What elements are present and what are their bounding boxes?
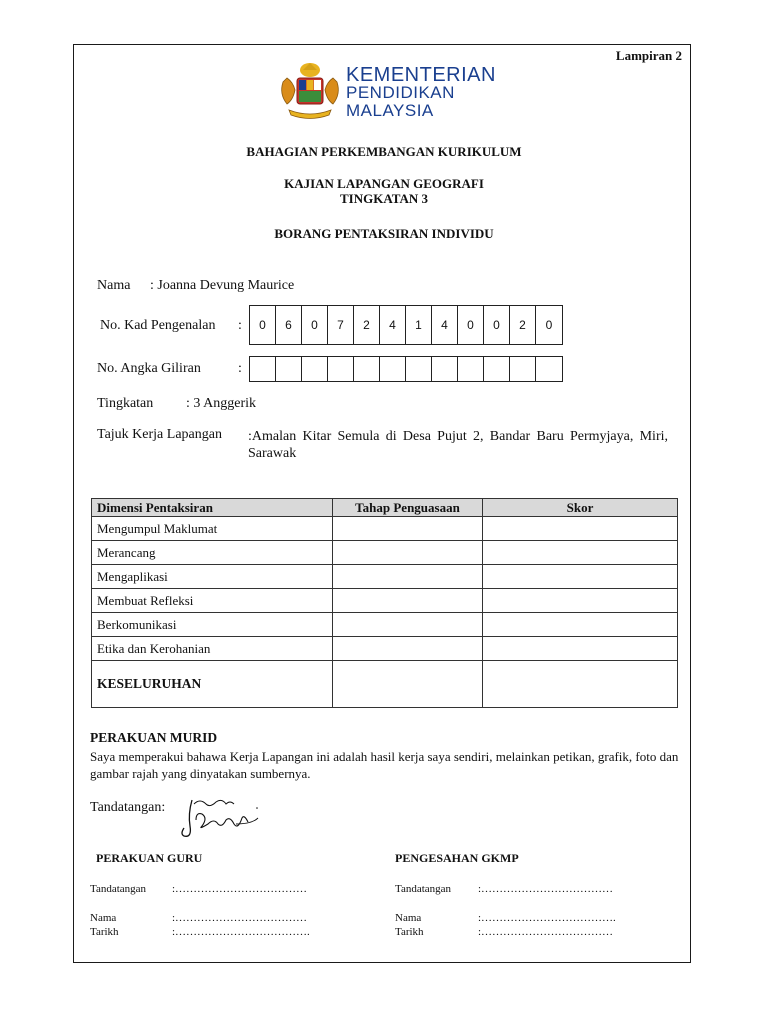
- ic-digit: 0: [302, 306, 328, 344]
- student-signature: [178, 794, 262, 847]
- coat-of-arms-logo: [275, 60, 345, 122]
- teacher-name-label: Nama: [90, 912, 117, 924]
- ic-digit: 0: [545, 318, 553, 332]
- ic-digit: 1: [406, 306, 432, 344]
- skor-cell[interactable]: [483, 637, 678, 661]
- exam-digit-box[interactable]: [484, 357, 510, 381]
- table-row: [92, 589, 678, 613]
- tahap-cell[interactable]: [333, 613, 483, 637]
- exam-number-boxes: [249, 356, 563, 382]
- dimension-label: Berkomunikasi: [92, 613, 333, 637]
- table-row: [92, 541, 678, 565]
- ic-digit: 7: [328, 306, 354, 344]
- gkmp-title: PENGESAHAN GKMP: [395, 851, 519, 865]
- angka-label: No. Angka Giliran: [97, 361, 201, 376]
- ic-digit: 6: [276, 306, 302, 344]
- form-level-title: TINGKATAN 3: [340, 191, 428, 206]
- exam-digit-box[interactable]: [510, 357, 536, 381]
- kad-colon: :: [238, 318, 242, 333]
- total-label: KESELURUHAN: [92, 661, 333, 708]
- division-title: BAHAGIAN PERKEMBANGAN KURIKULUM: [246, 144, 522, 159]
- angka-colon: :: [238, 361, 242, 376]
- exam-digit-box[interactable]: [354, 357, 380, 381]
- ministry-line-1: KEMENTERIAN: [346, 64, 496, 86]
- dimension-label: Mengumpul Maklumat: [92, 517, 333, 541]
- teacher-date-label: Tarikh: [90, 926, 119, 938]
- exam-digit-box[interactable]: [432, 357, 458, 381]
- dimension-label: Merancang: [92, 541, 333, 565]
- table-header-row: [92, 499, 678, 517]
- student-declaration-title: PERAKUAN MURID: [90, 730, 218, 745]
- gkmp-date-line[interactable]: :………………………………: [478, 926, 614, 938]
- study-title: KAJIAN LAPANGAN GEOGRAFI: [284, 176, 484, 191]
- lampiran-label: Lampiran 2: [615, 48, 682, 63]
- exam-digit-box[interactable]: [536, 357, 562, 381]
- gkmp-date-label: Tarikh: [395, 926, 424, 938]
- teacher-title: PERAKUAN GURU: [96, 851, 203, 865]
- total-skor-cell[interactable]: [483, 661, 678, 708]
- table-row: [92, 613, 678, 637]
- ic-number-boxes: [249, 305, 563, 345]
- kad-label: No. Kad Pengenalan: [100, 318, 216, 333]
- teacher-name-line[interactable]: :………………………………: [172, 912, 308, 924]
- tajuk-value: :Amalan Kitar Semula di Desa Pujut 2, Bandar Baru Permyjaya, Miri, Sarawak: [248, 429, 668, 461]
- teacher-date-line[interactable]: :……………………………….: [172, 926, 310, 938]
- ic-digit: 0: [484, 306, 510, 344]
- ic-digit: 4: [380, 306, 406, 344]
- ic-digit: 2: [354, 306, 380, 344]
- tahap-cell[interactable]: [333, 637, 483, 661]
- tajuk-label: Tajuk Kerja Lapangan: [97, 427, 222, 442]
- ic-digit: 0: [458, 306, 484, 344]
- exam-digit-box[interactable]: [302, 357, 328, 381]
- ic-digit: 0: [250, 306, 276, 344]
- exam-digit-box[interactable]: [458, 357, 484, 381]
- teacher-sign-line[interactable]: :………………………………: [172, 883, 308, 895]
- col-tahap: Tahap Penguasaan: [333, 499, 483, 517]
- col-skor: Skor: [483, 499, 678, 517]
- nama-label: Nama: [97, 278, 131, 293]
- tahap-cell[interactable]: [333, 541, 483, 565]
- skor-cell[interactable]: [483, 589, 678, 613]
- tahap-cell[interactable]: [333, 565, 483, 589]
- skor-cell[interactable]: [483, 613, 678, 637]
- skor-cell[interactable]: [483, 541, 678, 565]
- student-declaration-text: Saya memperakui bahawa Kerja Lapangan ini adalah hasil kerja saya sendiri, melainkan petikan, grafik, foto dan gambar rajah yang dinyatakan sumbernya.: [90, 749, 679, 781]
- exam-digit-box[interactable]: [250, 357, 276, 381]
- ic-digit: 2: [510, 306, 536, 344]
- gkmp-sign-line[interactable]: :………………………………: [478, 883, 614, 895]
- table-row: [92, 517, 678, 541]
- gkmp-name-label: Nama: [395, 912, 422, 924]
- skor-cell[interactable]: [483, 565, 678, 589]
- gkmp-sign-label: Tandatangan: [395, 883, 452, 895]
- ministry-line-2: PENDIDIKAN: [346, 83, 455, 102]
- dimension-label: Mengaplikasi: [92, 565, 333, 589]
- ministry-wordmark: [346, 66, 496, 120]
- tahap-cell[interactable]: [333, 517, 483, 541]
- dimension-label: Etika dan Kerohanian: [92, 637, 333, 661]
- exam-digit-box[interactable]: [328, 357, 354, 381]
- table-row: [92, 565, 678, 589]
- col-dimensi: Dimensi Pentaksiran: [92, 499, 333, 517]
- tahap-cell[interactable]: [333, 589, 483, 613]
- exam-digit-box[interactable]: [276, 357, 302, 381]
- nama-value: : Joanna Devung Maurice: [150, 278, 295, 293]
- ministry-line-3: MALAYSIA: [346, 101, 434, 120]
- tingkatan-label: Tingkatan: [97, 396, 154, 411]
- assessment-table: [91, 498, 678, 708]
- tingkatan-value: : 3 Anggerik: [186, 396, 256, 411]
- gkmp-name-line[interactable]: :……………………………….: [478, 912, 616, 924]
- ic-digit: 4: [432, 306, 458, 344]
- exam-digit-box[interactable]: [380, 357, 406, 381]
- skor-cell[interactable]: [483, 517, 678, 541]
- student-sign-label: Tandatangan:: [90, 800, 166, 815]
- form-title: BORANG PENTAKSIRAN INDIVIDU: [274, 226, 494, 241]
- teacher-sign-label: Tandatangan: [90, 883, 147, 895]
- total-tahap-cell[interactable]: [333, 661, 483, 708]
- total-row: [92, 661, 678, 708]
- table-row: [92, 637, 678, 661]
- exam-digit-box[interactable]: [406, 357, 432, 381]
- dimension-label: Membuat Refleksi: [92, 589, 333, 613]
